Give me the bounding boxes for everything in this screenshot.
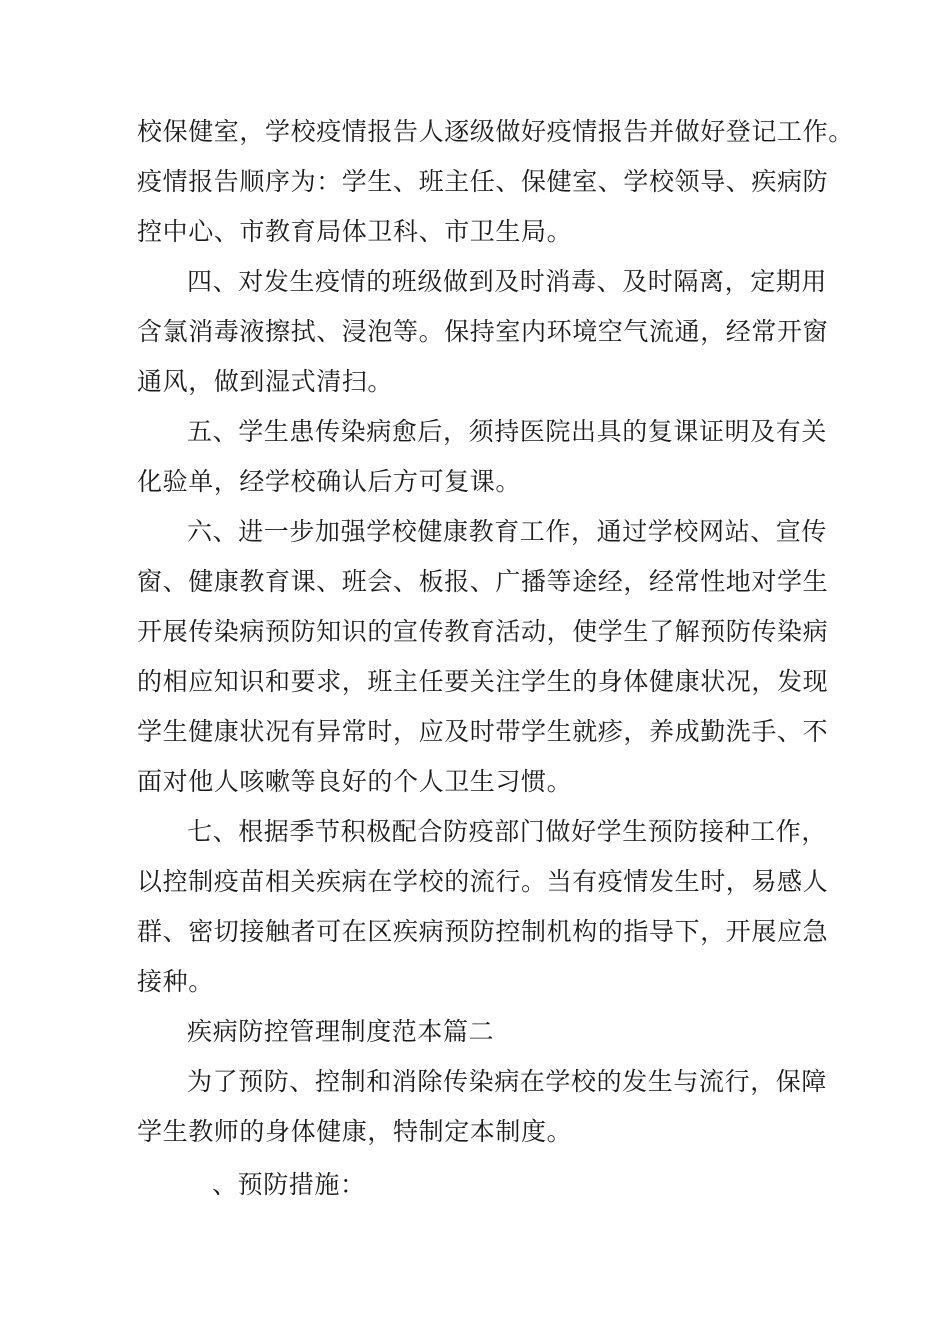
paragraph-intro-start: 为了预防、控制和消除传染病在学校的发生与流行，保障 bbox=[187, 1067, 828, 1096]
text-line: 化验单，经学校确认后方可复课。 bbox=[137, 467, 522, 496]
section-heading: 疾病防控管理制度范本篇二 bbox=[187, 1017, 495, 1046]
text-line: 疫情报告顺序为：学生、班主任、保健室、学校领导、疾病防 bbox=[137, 167, 829, 196]
text-line: 学生教师的身体健康，特制定本制度。 bbox=[137, 1117, 573, 1146]
text-line: 校保健室，学校疫情报告人逐级做好疫情报告并做好登记工作。 bbox=[137, 117, 854, 146]
text-line: 含氯消毒液擦拭、浸泡等。保持室内环境空气流通，经常开窗 bbox=[137, 317, 829, 346]
text-line: 群、密切接触者可在区疾病预防控制机构的指导下，开展应急 bbox=[137, 917, 829, 946]
text-line: 开展传染病预防知识的宣传教育活动，使学生了解预防传染病 bbox=[137, 617, 829, 646]
paragraph-seven-start: 七、根据季节积极配合防疫部门做好学生预防接种工作， bbox=[187, 817, 828, 846]
text-line: 以控制疫苗相关疾病在学校的流行。当有疫情发生时，易感人 bbox=[137, 867, 829, 896]
text-line: 窗、健康教育课、班会、板报、广播等途经，经常性地对学生 bbox=[137, 567, 829, 596]
text-line: 的相应知识和要求，班主任要关注学生的身体健康状况，发现 bbox=[137, 667, 829, 696]
text-line: 学生健康状况有异常时，应及时带学生就疹，养成勤洗手、不 bbox=[137, 717, 829, 746]
text-line: 接种。 bbox=[137, 967, 214, 996]
paragraph-four-start: 四、对发生疫情的班级做到及时消毒、及时隔离，定期用 bbox=[187, 267, 828, 296]
text-line: 面对他人咳嗽等良好的个人卫生习惯。 bbox=[137, 767, 573, 796]
paragraph-five-start: 五、学生患传染病愈后，须持医院出具的复课证明及有关 bbox=[187, 417, 828, 446]
text-line: 控中心、市教育局体卫科、市卫生局。 bbox=[137, 217, 573, 246]
paragraph-six-start: 六、进一步加强学校健康教育工作，通过学校网站、宣传 bbox=[187, 517, 828, 546]
text-line: 通风，做到湿式清扫。 bbox=[137, 367, 394, 396]
subsection-heading: 、预防措施： bbox=[212, 1170, 366, 1199]
